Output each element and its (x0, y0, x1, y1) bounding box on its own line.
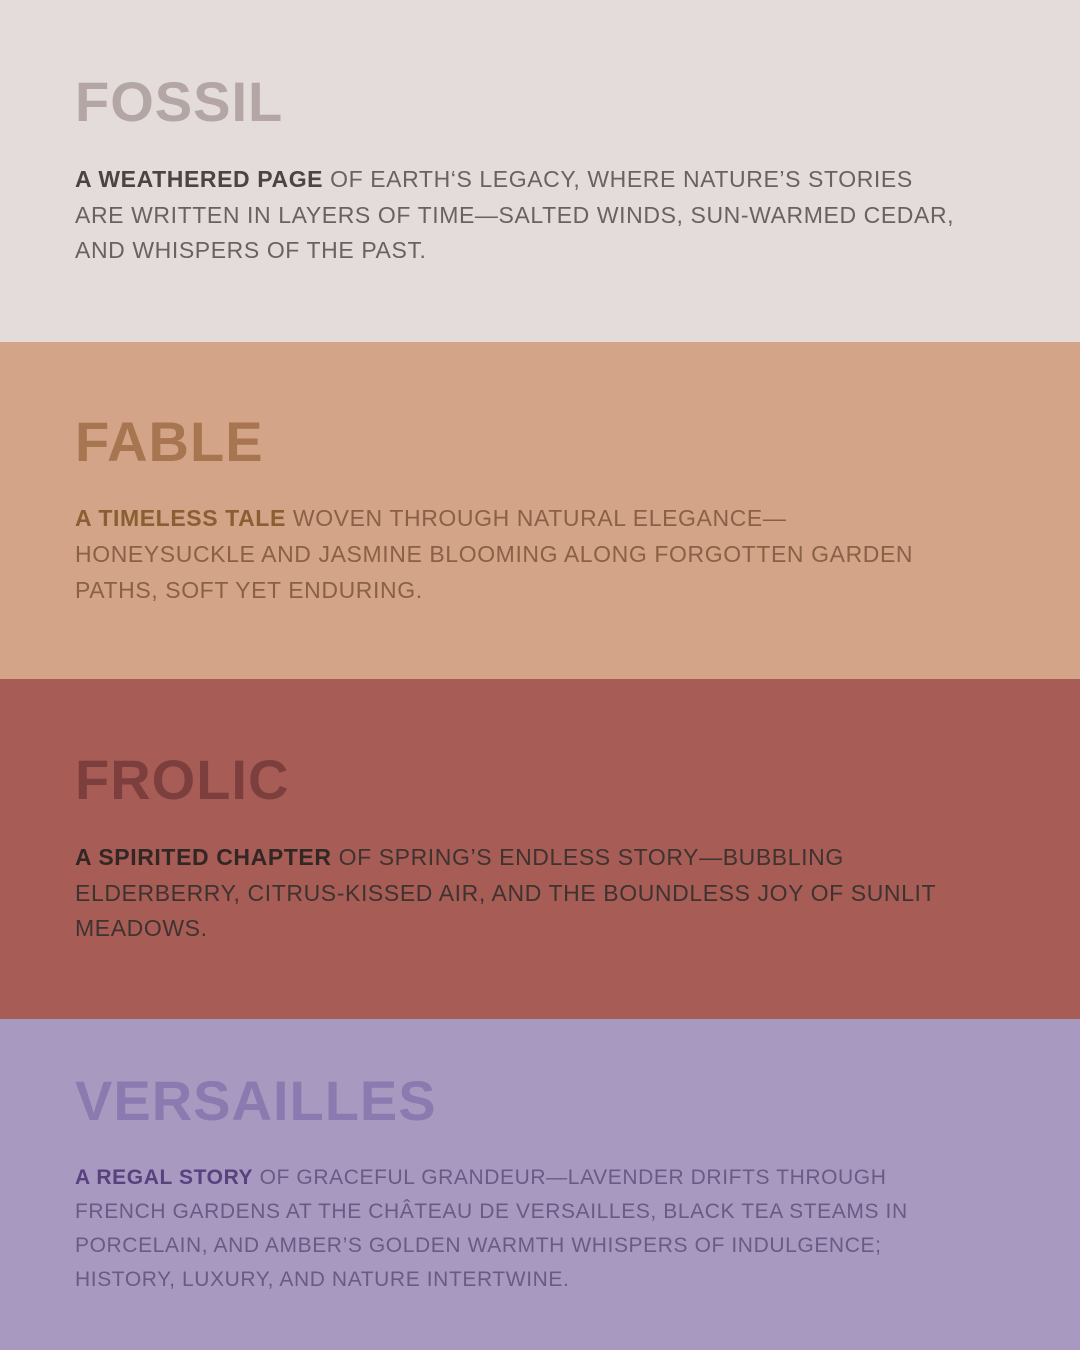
panel-lead-fable: A TIMELESS TALE (75, 505, 286, 532)
panel-text-frolic: OF SPRING’S ENDLESS STORY—BUBBLING ELDERBERRY, CITRUS-KISSED AIR, AND THE BOUNDLESS JOY OF SUNLIT MEADOWS. (75, 843, 936, 942)
panel-versailles (0, 1019, 1080, 1350)
panel-description-fossil (75, 162, 955, 269)
panel-description-frolic (75, 840, 955, 947)
panel-fable (0, 342, 1080, 679)
panel-description-fable (75, 501, 955, 608)
panel-title-frolic: FROLIC (75, 748, 290, 812)
panel-text-fossil: OF EARTH‘S LEGACY, WHERE NATURE’S STORIES ARE WRITTEN IN LAYERS OF TIME—SALTED WINDS, SUN-WARMED CEDAR, AND WHISPERS OF THE PAST. (75, 165, 955, 264)
panel-lead-versailles: A REGAL STORY (75, 1165, 254, 1189)
panel-title-versailles: VERSAILLES (75, 1069, 437, 1133)
panel-fossil (0, 0, 1080, 342)
panel-text-fable: WOVEN THROUGH NATURAL ELEGANCE—HONEYSUCKLE AND JASMINE BLOOMING ALONG FORGOTTEN GARDEN PATHS, SOFT YET ENDURING. (75, 505, 914, 603)
panel-description-versailles (75, 1161, 955, 1297)
panel-text-versailles: OF GRACEFUL GRANDEUR—LAVENDER DRIFTS THROUGH FRENCH GARDENS AT THE CHÂTEAU DE VERSAILLES, BLACK TEA STEAMS IN PORCELAIN, AND AMBER’S GOLDEN WARMTH WHISPERS OF INDULGENCE; HISTORY, LUXURY, AND NATURE INTERTWINE. (75, 1165, 908, 1291)
panel-lead-fossil: A WEATHERED PAGE (75, 165, 324, 192)
panel-lead-frolic: A SPIRITED CHAPTER (75, 843, 332, 870)
panel-title-fable: FABLE (75, 409, 264, 473)
panel-title-fossil: FOSSIL (75, 70, 284, 134)
panel-frolic (0, 679, 1080, 1019)
